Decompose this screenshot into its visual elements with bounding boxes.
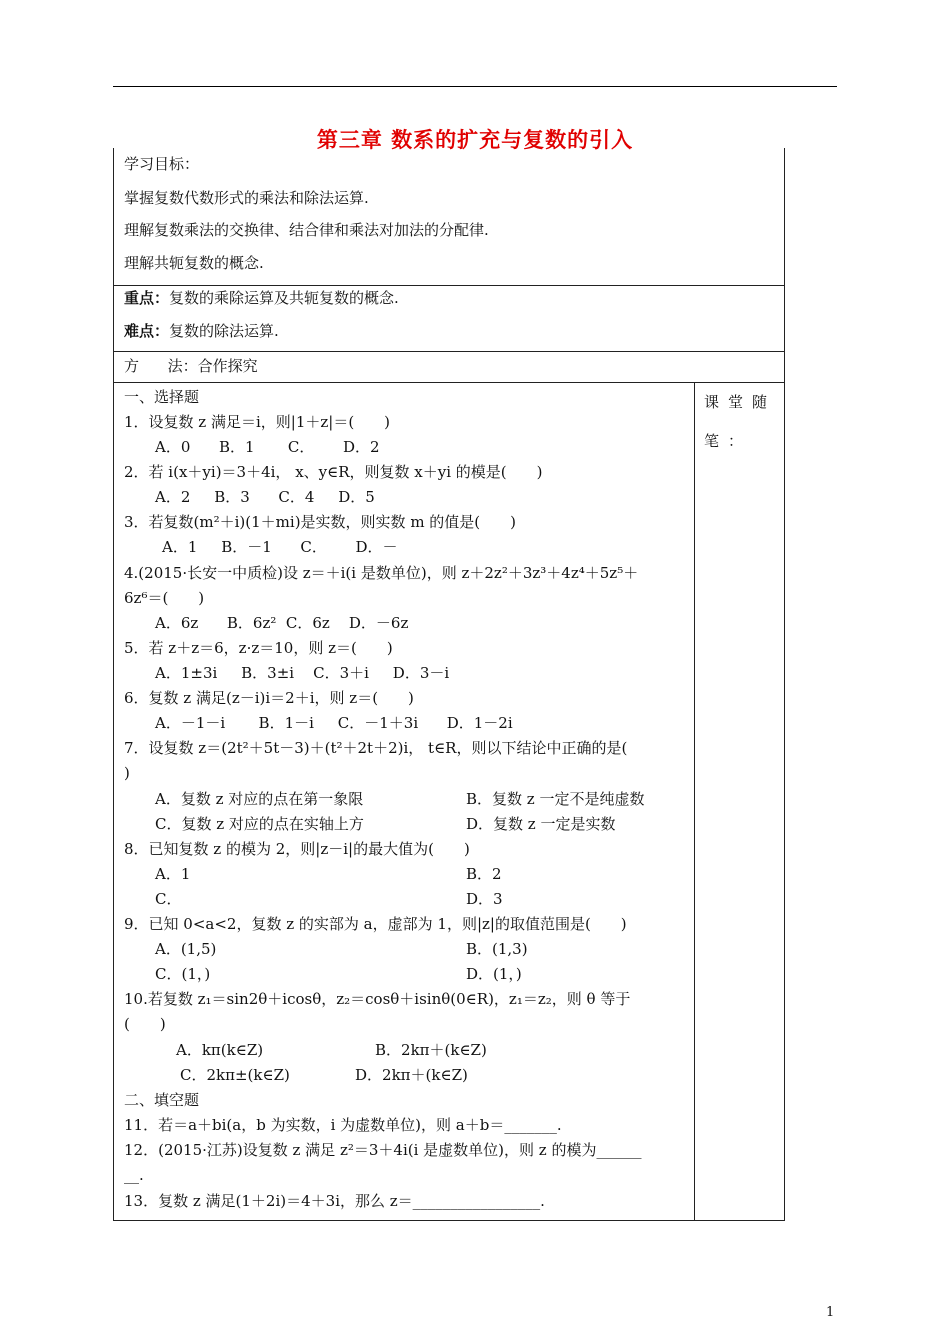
- exercise-options: A．1 B．－1 C． D．－: [162, 538, 398, 556]
- side-note-line: 笔：: [704, 432, 753, 450]
- page-title: 第三章 数系的扩充与复数的引入: [316, 128, 634, 152]
- objectives-heading: 学习目标：: [124, 155, 200, 173]
- exercise-option: D．2kπ＋(k∈Z): [355, 1066, 468, 1084]
- exercise-option: A．(1,5): [155, 940, 217, 958]
- exercise-option: C．2kπ±(k∈Z): [180, 1066, 290, 1084]
- exercise-option: A．kπ(k∈Z): [176, 1041, 264, 1059]
- exercise-option: D．复数 z 一定是实数: [466, 815, 616, 833]
- exercise-options: A．－1－i B．1－i C．－1＋3i D．1－2i: [155, 714, 513, 732]
- exercise-question: 11．若＝a＋bi(a，b 为实数，i 为虚数单位)，则 a＋b＝_______.: [124, 1116, 562, 1134]
- exercise-question: 1．设复数 z 满足＝i，则|1＋z|＝( ): [124, 413, 391, 431]
- exercise-section-heading: 二、填空题: [124, 1091, 200, 1109]
- exercise-options: A．6z B．6z² C．6z D．－6z: [155, 614, 409, 632]
- page-number: 1: [826, 1305, 835, 1320]
- exercise-question: 3．若复数(m²＋i)(1＋mi)是实数，则实数 m 的值是( ): [124, 513, 517, 531]
- method-label: 方 法：: [124, 357, 198, 375]
- exercise-question: 7．设复数 z＝(2t²＋5t－3)＋(t²＋2t＋2)i， t∈R，则以下结论中正确的是(: [124, 739, 628, 757]
- exercise-option: C．: [155, 890, 182, 908]
- method-text: 合作探究: [197, 357, 258, 375]
- exercise-question: 8．已知复数 z 的模为 2，则|z－i|的最大值为( ): [124, 840, 470, 858]
- exercise-option: B．(1,3): [466, 940, 528, 958]
- key-label: 重点：: [124, 289, 170, 307]
- exercise-question: 5．若 z＋z＝6，z·z＝10，则 z＝( ): [124, 639, 393, 657]
- notes-column-divider: [694, 382, 695, 1221]
- exercise-option: C．(1，): [155, 965, 211, 983]
- header-rule: [113, 86, 837, 87]
- objective-item: 理解共轭复数的概念.: [124, 254, 264, 272]
- exercise-option: B．复数 z 一定不是纯虚数: [466, 790, 645, 808]
- exercise-question-continued: ): [124, 764, 130, 782]
- exercise-option: A．复数 z 对应的点在第一象限: [155, 790, 364, 808]
- key-text: 复数的乘除运算及共轭复数的概念.: [169, 289, 399, 307]
- exercise-question-continued: ( ): [124, 1015, 166, 1033]
- exercise-option: C．复数 z 对应的点在实轴上方: [155, 815, 364, 833]
- exercise-question: 2．若 i(x＋yi)＝3＋4i， x、y∈R，则复数 x＋yi 的模是( ): [124, 463, 543, 481]
- exercise-option: A．1: [155, 865, 191, 883]
- exercise-option: B．2: [466, 865, 502, 883]
- method-row: [124, 356, 258, 376]
- exercise-question: 4.(2015·长安一中质检)设 z＝＋i(i 是数单位)，则 z＋2z²＋3z³＋4z⁴＋5z⁵＋: [124, 564, 639, 582]
- exercise-question: 9．已知 0<a<2，复数 z 的实部为 a，虚部为 1，则|z|的取值范围是( ): [124, 915, 627, 933]
- exercise-option: D．3: [466, 890, 503, 908]
- key-point-row: [124, 288, 399, 308]
- exercise-option: D．(1，): [466, 965, 522, 983]
- exercise-question: 13．复数 z 满足(1＋2i)＝4＋3i，那么 z＝_________________.: [124, 1192, 545, 1210]
- exercise-section-heading: 一、选择题: [124, 388, 200, 406]
- exercise-question-continued: 6z⁶＝( ): [124, 589, 205, 607]
- difficult-point-row: [124, 321, 279, 341]
- objective-item: 理解复数乘法的交换律、结合律和乘法对加法的分配律.: [124, 221, 489, 239]
- exercise-question: 12．(2015·江苏)设复数 z 满足 z²＝3＋4i(i 是虚数单位)，则 z 的模为______: [124, 1141, 642, 1159]
- exercise-options: A．1±3i B．3±i C．3＋i D．3－i: [155, 664, 450, 682]
- exercise-question-continued: __.: [124, 1166, 144, 1184]
- exercise-question: 6．复数 z 满足(z－i)i＝2＋i，则 z＝( ): [124, 689, 414, 707]
- exercise-option: B．2kπ＋(k∈Z): [375, 1041, 487, 1059]
- objective-item: 掌握复数代数形式的乘法和除法运算.: [124, 189, 369, 207]
- difficult-label: 难点：: [124, 322, 170, 340]
- exercise-question: 10.若复数 z₁＝sin2θ＋icosθ，z₂＝cosθ＋isinθ(0∈R)，z₁＝z₂，则 θ 等于: [124, 990, 631, 1008]
- side-note-line: 课堂随: [704, 393, 777, 411]
- difficult-text: 复数的除法运算.: [169, 322, 279, 340]
- exercise-options: A．2 B．3 C．4 D．5: [155, 488, 375, 506]
- exercise-options: A．0 B．1 C． D．2: [155, 438, 380, 456]
